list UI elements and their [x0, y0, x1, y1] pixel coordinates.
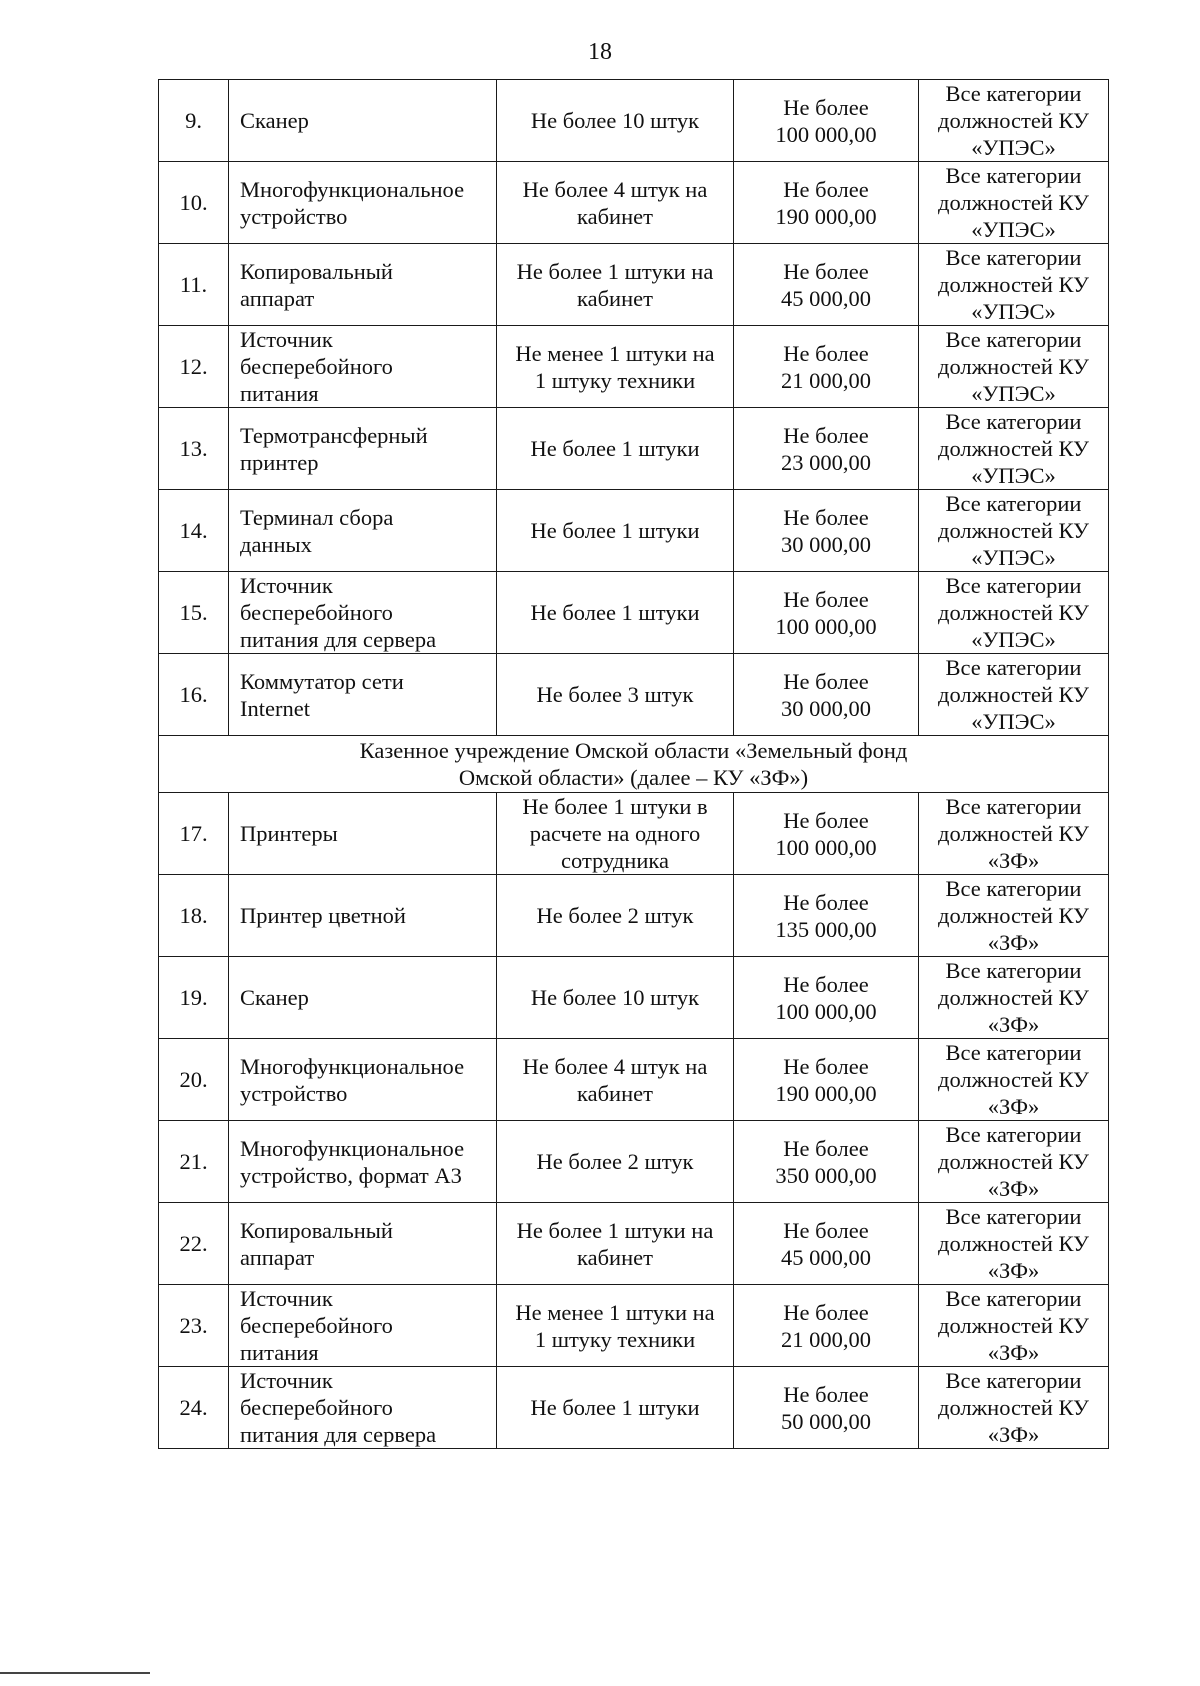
category-cell-line: должностей КУ	[938, 682, 1089, 707]
price-cell	[734, 80, 919, 162]
category-cell-line: «УПЭС»	[971, 299, 1056, 324]
row-number-cell: 18.	[159, 875, 229, 957]
table-row	[159, 326, 1109, 408]
category-cell-line: «ЗФ»	[987, 1258, 1040, 1283]
quantity-cell-line: кабинет	[577, 285, 653, 311]
category-cell-line: должностей КУ	[938, 108, 1089, 133]
item-name-cell	[229, 1285, 497, 1367]
price-cell-line: Не более	[783, 176, 869, 202]
quantity-cell-line: Не более 2 штук	[536, 1149, 694, 1174]
quantity-cell-line: Не более 1 штуки	[530, 518, 700, 543]
category-cell-line: Все категории	[945, 1040, 1082, 1065]
category-cell	[919, 326, 1109, 408]
category-cell-line: должностей КУ	[938, 354, 1089, 379]
item-name-cell-line: данных	[240, 531, 312, 557]
item-name-cell	[229, 875, 497, 957]
quantity-cell	[497, 1285, 734, 1367]
row-number-cell: 24.	[159, 1367, 229, 1449]
category-cell-line: «УПЭС»	[971, 381, 1056, 406]
price-cell-line: Не более	[783, 340, 869, 366]
category-cell-line: Все категории	[945, 327, 1082, 352]
quantity-cell-line: Не более 1 штуки на	[516, 1217, 714, 1243]
category-cell-line: должностей КУ	[938, 272, 1089, 297]
quantity-cell-line: Не менее 1 штуки на	[515, 340, 715, 366]
table-row	[159, 1285, 1109, 1367]
row-number-cell: 12.	[159, 326, 229, 408]
item-name-cell	[229, 1121, 497, 1203]
item-name-cell-line: бесперебойного	[240, 354, 393, 379]
item-name-cell-line: Многофункциональное	[240, 1053, 465, 1079]
price-cell-line: 50 000,00	[781, 1408, 871, 1434]
category-cell-line: должностей КУ	[938, 1149, 1089, 1174]
table-row	[159, 162, 1109, 244]
table-row	[159, 490, 1109, 572]
item-name-cell-line: Источник	[240, 1286, 333, 1311]
item-name-cell-line: бесперебойного	[240, 1395, 393, 1420]
scan-edge-line	[0, 1672, 150, 1674]
item-name-cell-line: аппарат	[240, 1244, 315, 1270]
section-heading-line: Казенное учреждение Омской области «Земельный фонд	[359, 738, 908, 763]
price-cell-line: Не более	[783, 1135, 869, 1161]
row-number-cell: 9.	[159, 80, 229, 162]
item-name-cell-line: Internet	[240, 695, 310, 721]
price-cell-line: Не более	[783, 668, 869, 694]
price-cell-line: Не более	[783, 889, 869, 915]
requirements-table	[158, 79, 1109, 1449]
category-cell	[919, 572, 1109, 654]
row-number-cell: 15.	[159, 572, 229, 654]
quantity-cell-line: Не более 10 штук	[530, 985, 700, 1010]
price-cell-line: 350 000,00	[775, 1162, 877, 1188]
price-cell-line: 100 000,00	[775, 613, 877, 639]
price-cell-line: 190 000,00	[775, 1080, 877, 1106]
quantity-cell-line: Не более 1 штуки на	[516, 258, 714, 284]
price-cell-line: Не более	[783, 1299, 869, 1325]
table-row	[159, 1121, 1109, 1203]
row-number-cell: 13.	[159, 408, 229, 490]
item-name-cell-line: питания для сервера	[240, 1422, 437, 1447]
item-name-cell	[229, 1039, 497, 1121]
price-cell-line: 45 000,00	[781, 285, 871, 311]
quantity-cell	[497, 490, 734, 572]
price-cell	[734, 1285, 919, 1367]
category-cell-line: должностей КУ	[938, 1067, 1089, 1092]
category-cell-line: должностей КУ	[938, 436, 1089, 461]
quantity-cell-line: Не более 1 штуки	[530, 1395, 700, 1420]
price-cell-line: 30 000,00	[781, 695, 871, 721]
category-cell	[919, 793, 1109, 875]
category-cell-line: должностей КУ	[938, 821, 1089, 846]
category-cell	[919, 162, 1109, 244]
item-name-cell-line: Терминал сбора	[240, 504, 394, 530]
item-name-cell-line: устройство	[240, 203, 348, 229]
price-cell	[734, 1039, 919, 1121]
quantity-cell-line: Не более 3 штук	[536, 682, 694, 707]
table-row	[159, 408, 1109, 490]
category-cell-line: «УПЭС»	[971, 463, 1056, 488]
price-cell-line: Не более	[783, 504, 869, 530]
quantity-cell	[497, 1121, 734, 1203]
price-cell-line: 45 000,00	[781, 1244, 871, 1270]
section-heading-row	[159, 736, 1109, 793]
category-cell-line: Все категории	[945, 958, 1082, 983]
category-cell	[919, 1121, 1109, 1203]
item-name-cell	[229, 162, 497, 244]
section-heading-line: Омской области» (далее – КУ «ЗФ»)	[458, 765, 809, 790]
row-number-cell: 10.	[159, 162, 229, 244]
category-cell-line: «ЗФ»	[987, 930, 1040, 955]
category-cell	[919, 244, 1109, 326]
table-row	[159, 1039, 1109, 1121]
price-cell-line: 21 000,00	[781, 1326, 871, 1352]
category-cell-line: должностей КУ	[938, 1231, 1089, 1256]
section-heading	[159, 736, 1109, 793]
category-cell	[919, 1203, 1109, 1285]
price-cell	[734, 572, 919, 654]
item-name-cell-line: питания для сервера	[240, 627, 437, 652]
item-name-cell-line: Источник	[240, 573, 333, 598]
row-number-cell: 23.	[159, 1285, 229, 1367]
quantity-cell-line: Не более 2 штук	[536, 903, 694, 928]
category-cell-line: «ЗФ»	[987, 1012, 1040, 1037]
item-name-cell-line: бесперебойного	[240, 1313, 393, 1338]
category-cell-line: Все категории	[945, 573, 1082, 598]
price-cell-line: Не более	[783, 1053, 869, 1079]
price-cell-line: Не более	[783, 1381, 869, 1407]
quantity-cell-line: Не менее 1 штуки на	[515, 1299, 715, 1325]
item-name-cell-line: Источник	[240, 1368, 333, 1393]
category-cell-line: «УПЭС»	[971, 627, 1056, 652]
price-cell-line: 100 000,00	[775, 998, 877, 1024]
category-cell	[919, 1039, 1109, 1121]
price-cell-line: Не более	[783, 258, 869, 284]
item-name-cell	[229, 957, 497, 1039]
price-cell-line: 190 000,00	[775, 203, 877, 229]
category-cell	[919, 80, 1109, 162]
category-cell-line: Все категории	[945, 1286, 1082, 1311]
price-cell	[734, 326, 919, 408]
category-cell-line: Все категории	[945, 491, 1082, 516]
price-cell-line: 100 000,00	[775, 121, 877, 147]
row-number-cell: 21.	[159, 1121, 229, 1203]
table-row	[159, 793, 1109, 875]
table-row	[159, 957, 1109, 1039]
price-cell	[734, 408, 919, 490]
category-cell-line: «ЗФ»	[987, 1422, 1040, 1447]
item-name-cell-line: питания	[240, 381, 319, 406]
category-cell-line: должностей КУ	[938, 1395, 1089, 1420]
item-name-cell-line: бесперебойного	[240, 600, 393, 625]
category-cell	[919, 1285, 1109, 1367]
category-cell-line: Все категории	[945, 163, 1082, 188]
category-cell-line: «ЗФ»	[987, 1340, 1040, 1365]
quantity-cell	[497, 654, 734, 736]
category-cell-line: «ЗФ»	[987, 848, 1040, 873]
category-cell-line: Все категории	[945, 655, 1082, 680]
price-cell-line: 135 000,00	[775, 916, 877, 942]
price-cell-line: Не более	[783, 807, 869, 833]
item-name-cell	[229, 1203, 497, 1285]
item-name-cell-line: Многофункциональное	[240, 1135, 465, 1161]
item-name-cell-line: принтер	[240, 449, 319, 475]
quantity-cell	[497, 793, 734, 875]
category-cell-line: Все категории	[945, 876, 1082, 901]
quantity-cell	[497, 1203, 734, 1285]
category-cell-line: Все категории	[945, 1204, 1082, 1229]
price-cell	[734, 244, 919, 326]
price-cell-line: 23 000,00	[781, 449, 871, 475]
category-cell-line: должностей КУ	[938, 190, 1089, 215]
quantity-cell	[497, 1367, 734, 1449]
category-cell	[919, 654, 1109, 736]
quantity-cell-line: 1 штуку техники	[534, 367, 696, 393]
category-cell-line: «УПЭС»	[971, 135, 1056, 160]
category-cell-line: Все категории	[945, 1368, 1082, 1393]
price-cell-line: Не более	[783, 422, 869, 448]
category-cell	[919, 490, 1109, 572]
category-cell	[919, 957, 1109, 1039]
row-number-cell: 11.	[159, 244, 229, 326]
quantity-cell-line: Не более 4 штук на	[522, 176, 708, 202]
item-name-cell-line: устройство	[240, 1080, 348, 1106]
category-cell-line: «УПЭС»	[971, 709, 1056, 734]
table-row	[159, 80, 1109, 162]
category-cell	[919, 408, 1109, 490]
category-cell-line: «УПЭС»	[971, 545, 1056, 570]
quantity-cell-line: Не более 1 штуки в	[522, 794, 708, 819]
quantity-cell-line: Не более 1 штуки	[530, 436, 700, 461]
row-number-cell: 20.	[159, 1039, 229, 1121]
category-cell-line: должностей КУ	[938, 600, 1089, 625]
category-cell-line: «УПЭС»	[971, 217, 1056, 242]
item-name-cell-line: питания	[240, 1340, 319, 1365]
quantity-cell-line: Не более 10 штук	[530, 108, 700, 133]
quantity-cell	[497, 875, 734, 957]
page-number: 18	[588, 39, 612, 65]
quantity-cell	[497, 244, 734, 326]
quantity-cell-line: кабинет	[577, 203, 653, 229]
item-name-cell-line: устройство, формат А3	[240, 1162, 462, 1188]
price-cell	[734, 1121, 919, 1203]
price-cell-line: Не более	[783, 1217, 869, 1243]
row-number-cell: 14.	[159, 490, 229, 572]
category-cell-line: должностей КУ	[938, 985, 1089, 1010]
row-number-cell: 16.	[159, 654, 229, 736]
category-cell-line: должностей КУ	[938, 1313, 1089, 1338]
category-cell-line: «ЗФ»	[987, 1094, 1040, 1119]
category-cell-line: должностей КУ	[938, 903, 1089, 928]
price-cell	[734, 162, 919, 244]
price-cell-line: 21 000,00	[781, 367, 871, 393]
category-cell-line: Все категории	[945, 81, 1082, 106]
quantity-cell-line: Не более 4 штук на	[522, 1053, 708, 1079]
item-name-cell	[229, 80, 497, 162]
row-number-cell: 19.	[159, 957, 229, 1039]
table-row	[159, 1203, 1109, 1285]
table-body	[159, 80, 1109, 1449]
quantity-cell-line: 1 штуку техники	[534, 1326, 696, 1352]
price-cell	[734, 875, 919, 957]
item-name-cell	[229, 572, 497, 654]
quantity-cell	[497, 572, 734, 654]
item-name-cell-line: Многофункциональное	[240, 176, 465, 202]
price-cell-line: 30 000,00	[781, 531, 871, 557]
price-cell-line: Не более	[783, 971, 869, 997]
category-cell	[919, 1367, 1109, 1449]
item-name-cell-line: Термотрансферный	[240, 422, 428, 448]
item-name-cell-line: Коммутатор сети	[240, 668, 404, 694]
item-name-cell	[229, 408, 497, 490]
item-name-cell-line: Источник	[240, 327, 333, 352]
table-row	[159, 244, 1109, 326]
item-name-cell-line: Копировальный	[240, 258, 393, 284]
row-number-cell: 22.	[159, 1203, 229, 1285]
price-cell	[734, 1367, 919, 1449]
quantity-cell	[497, 326, 734, 408]
quantity-cell-line: сотрудника	[561, 848, 669, 873]
price-cell-line: 100 000,00	[775, 834, 877, 860]
item-name-cell	[229, 1367, 497, 1449]
table-row	[159, 654, 1109, 736]
item-name-cell-line: Сканер	[240, 985, 309, 1010]
price-cell	[734, 654, 919, 736]
quantity-cell	[497, 80, 734, 162]
quantity-cell-line: кабинет	[577, 1244, 653, 1270]
category-cell-line: должностей КУ	[938, 518, 1089, 543]
price-cell-line: Не более	[783, 586, 869, 612]
quantity-cell	[497, 957, 734, 1039]
item-name-cell-line: Принтер цветной	[240, 903, 406, 928]
table-row	[159, 572, 1109, 654]
price-cell	[734, 793, 919, 875]
price-cell	[734, 1203, 919, 1285]
item-name-cell-line: Копировальный	[240, 1217, 393, 1243]
quantity-cell-line: кабинет	[577, 1080, 653, 1106]
item-name-cell-line: Принтеры	[240, 821, 338, 846]
quantity-cell-line: Не более 1 штуки	[530, 600, 700, 625]
item-name-cell	[229, 490, 497, 572]
category-cell-line: Все категории	[945, 245, 1082, 270]
quantity-cell	[497, 162, 734, 244]
price-cell	[734, 957, 919, 1039]
category-cell-line: Все категории	[945, 794, 1082, 819]
price-cell-line: Не более	[783, 94, 869, 120]
item-name-cell	[229, 244, 497, 326]
price-cell	[734, 490, 919, 572]
row-number-cell: 17.	[159, 793, 229, 875]
item-name-cell	[229, 654, 497, 736]
quantity-cell	[497, 408, 734, 490]
item-name-cell-line: аппарат	[240, 285, 315, 311]
table-row	[159, 1367, 1109, 1449]
quantity-cell-line: расчете на одного	[529, 821, 701, 846]
quantity-cell	[497, 1039, 734, 1121]
category-cell-line: Все категории	[945, 409, 1082, 434]
item-name-cell	[229, 326, 497, 408]
item-name-cell	[229, 793, 497, 875]
table-row	[159, 875, 1109, 957]
item-name-cell-line: Сканер	[240, 108, 309, 133]
category-cell	[919, 875, 1109, 957]
category-cell-line: Все категории	[945, 1122, 1082, 1147]
category-cell-line: «ЗФ»	[987, 1176, 1040, 1201]
